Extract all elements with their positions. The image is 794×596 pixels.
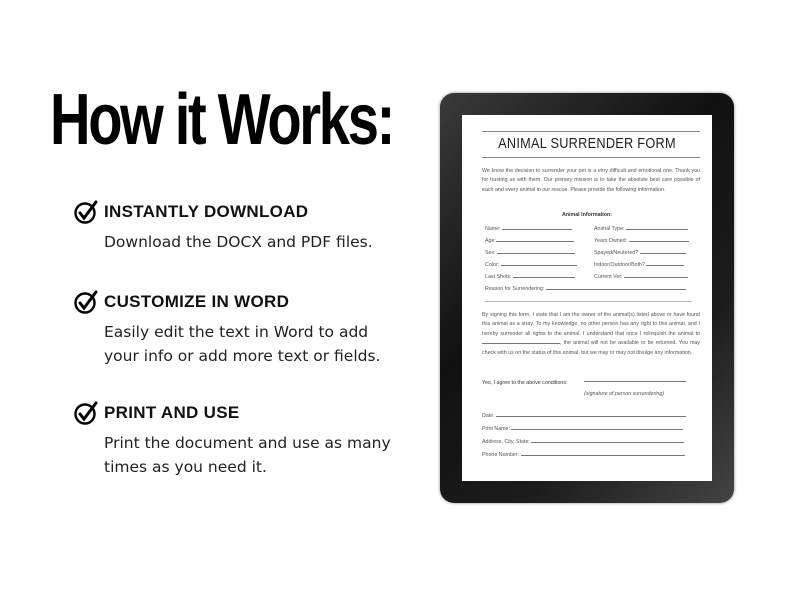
step-description: Easily edit the text in Word to add your info or add more text or fields. [104,323,381,365]
step-heading: CUSTOMIZE IN WORD [104,292,290,311]
step-description: Print the document and use as many times as you need it. [104,434,391,476]
tablet-mockup [440,93,734,503]
form-statement: By signing this form, I state that I am the owner of the animal(s) listed above or have found this animal as a stray. To my knowledge, no other person has any right to this animal, and I hereby surrender all rights to the animal. I understand that once I relinquish the animal to , the animal will not be available to be returned. You may check with us on the status of this animal, but we may or may not divulge any information. [482,312,700,356]
form-intro: We know the decision to surrender your pet is a very difficult and emotional one. Thank you for trusting us with them. Our primary mission is to take the absolute best care possible of each and every animal in our rescue. Please provide the following information. [482,168,700,193]
check-circle-icon [74,401,98,425]
agree-label: Yes, I agree to the above conditions: [482,380,568,386]
step-description: Download the DOCX and PDF files. [104,233,373,251]
section-heading: Animal Information: [561,212,613,218]
form-title: ANIMAL SURRENDER FORM [498,135,676,152]
check-circle-icon [74,200,98,224]
signature-caption: (signature of person surrendering) [584,391,665,397]
step-heading: INSTANTLY DOWNLOAD [104,202,309,221]
step-heading: PRINT AND USE [104,403,240,422]
page-title: How it Works: [50,80,393,160]
check-circle-icon [74,290,98,314]
form-preview: ANIMAL SURRENDER FORM We know the decision to surrender your pet is a very difficult and emotional one. Thank you for trusting us with them. Our primary mission is to take the absolute best care possible of each and every animal in our rescue. Please provide the following information. Animal Information: Name: Age: Sex: Color: Last Shots: Animal Type: Years Owned: Spayed/Neutered? Indoor/Outdoor/Both? Current Vet: Reason for Surrendering: By signing this form, I state that I am the owner of the animal(s) listed above or have found this animal as a stray. To my knowledge, no other person has any right to this animal, and I hereby surrender all rights to the animal. I understand that once I relinquish the animal to , the animal will not be available to be returned. You may check with us on the status of this animal, but we may or may not divulge any information. Yes, I agree to the above conditions: (signature of person surrendering) Date: Print Name: Address, City, State: Phone Number: [462,115,712,481]
